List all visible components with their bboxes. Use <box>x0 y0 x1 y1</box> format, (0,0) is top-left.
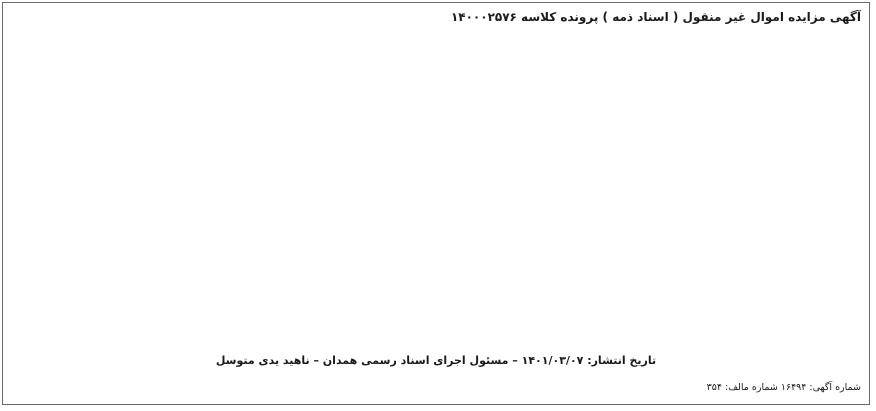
publication-footer: تاریخ انتشار: ۱۴۰۱/۰۳/۰۷ – مسئول اجرای اسناد رسمی همدان – ناهید یدی متوسل <box>215 354 657 367</box>
notice-frame <box>2 2 870 405</box>
ad-number-line: شماره آگهی: ۱۶۴۹۴ شماره مالف: ۳۵۴ <box>706 382 861 393</box>
notice-title: آگهی مزایده اموال غیر منقول ( اسناد ذمه ) پرونده کلاسه ۱۴۰۰۰۲۵۷۶ <box>450 10 861 24</box>
notice-body <box>11 26 861 344</box>
notice-content <box>11 9 861 398</box>
